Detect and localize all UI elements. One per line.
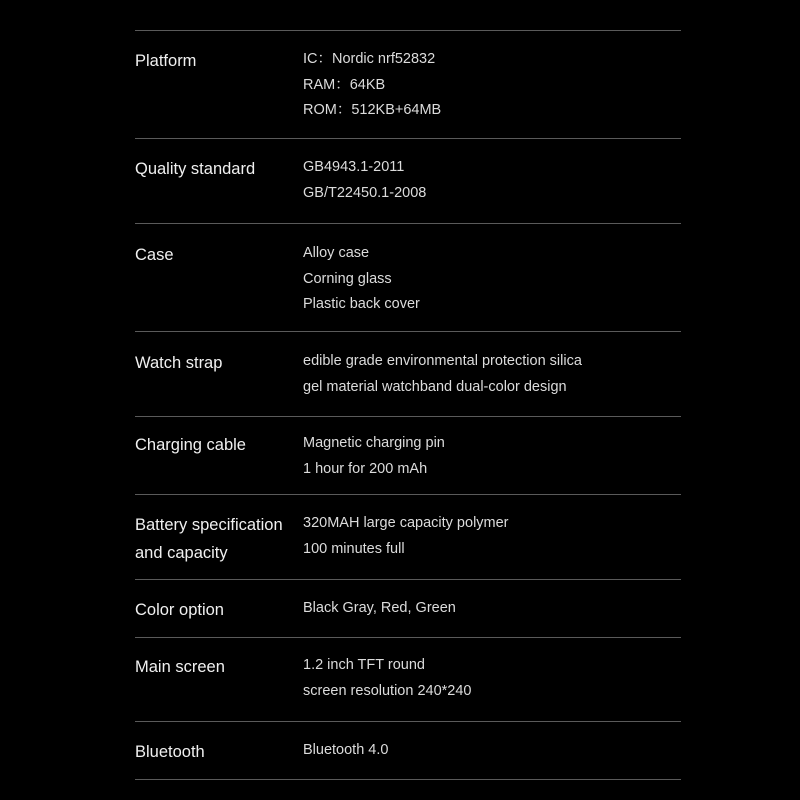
spec-value: GB4943.1-2011 — [303, 159, 405, 175]
spec-label: Charging cable — [135, 436, 246, 454]
divider — [135, 416, 681, 417]
spec-values — [303, 241, 683, 318]
divider — [135, 637, 681, 638]
spec-value: Black Gray, Red, Green — [303, 600, 456, 616]
spec-value: ROM：512KB+64MB — [303, 102, 442, 118]
spec-label: Watch strap — [135, 354, 223, 372]
divider — [135, 579, 681, 580]
spec-label: Platform — [135, 52, 197, 70]
spec-label: Battery specification and capacity — [135, 516, 283, 562]
spec-label: Quality standard — [135, 160, 256, 178]
spec-value: Plastic back cover — [303, 296, 420, 312]
spec-value: 1 hour for 200 mAh — [303, 460, 428, 477]
divider — [135, 223, 681, 224]
spec-value: Bluetooth 4.0 — [303, 742, 389, 758]
divider — [135, 721, 681, 722]
spec-value: Magnetic charging pin — [303, 435, 445, 451]
divider — [135, 494, 681, 495]
spec-values — [303, 349, 683, 400]
spec-values — [303, 653, 683, 704]
spec-values — [303, 431, 683, 482]
spec-value: RAM：64KB — [303, 76, 386, 93]
spec-values — [303, 596, 683, 622]
spec-value: IC：Nordic nrf52832 — [303, 51, 436, 67]
divider — [135, 30, 681, 31]
spec-value: gel material watchband dual-color design — [303, 378, 567, 395]
spec-label: Case — [135, 246, 174, 264]
spec-label: Color option — [135, 601, 224, 619]
spec-value: edible grade environmental protection silica — [303, 353, 582, 369]
spec-values — [303, 511, 683, 562]
divider — [135, 331, 681, 332]
spec-values — [303, 155, 683, 206]
spec-value: GB/T22450.1-2008 — [303, 184, 427, 201]
spec-values — [303, 738, 683, 764]
spec-value: 1.2 inch TFT round — [303, 657, 425, 673]
spec-values — [303, 47, 683, 124]
spec-value: Corning glass — [303, 270, 392, 287]
spec-label: Main screen — [135, 658, 225, 676]
spec-value: screen resolution 240*240 — [303, 682, 472, 699]
spec-label: Bluetooth — [135, 743, 205, 761]
spec-value: 100 minutes full — [303, 540, 405, 557]
divider — [135, 138, 681, 139]
spec-value: Alloy case — [303, 245, 370, 261]
spec-value: 320MAH large capacity polymer — [303, 515, 509, 531]
divider — [135, 779, 681, 780]
